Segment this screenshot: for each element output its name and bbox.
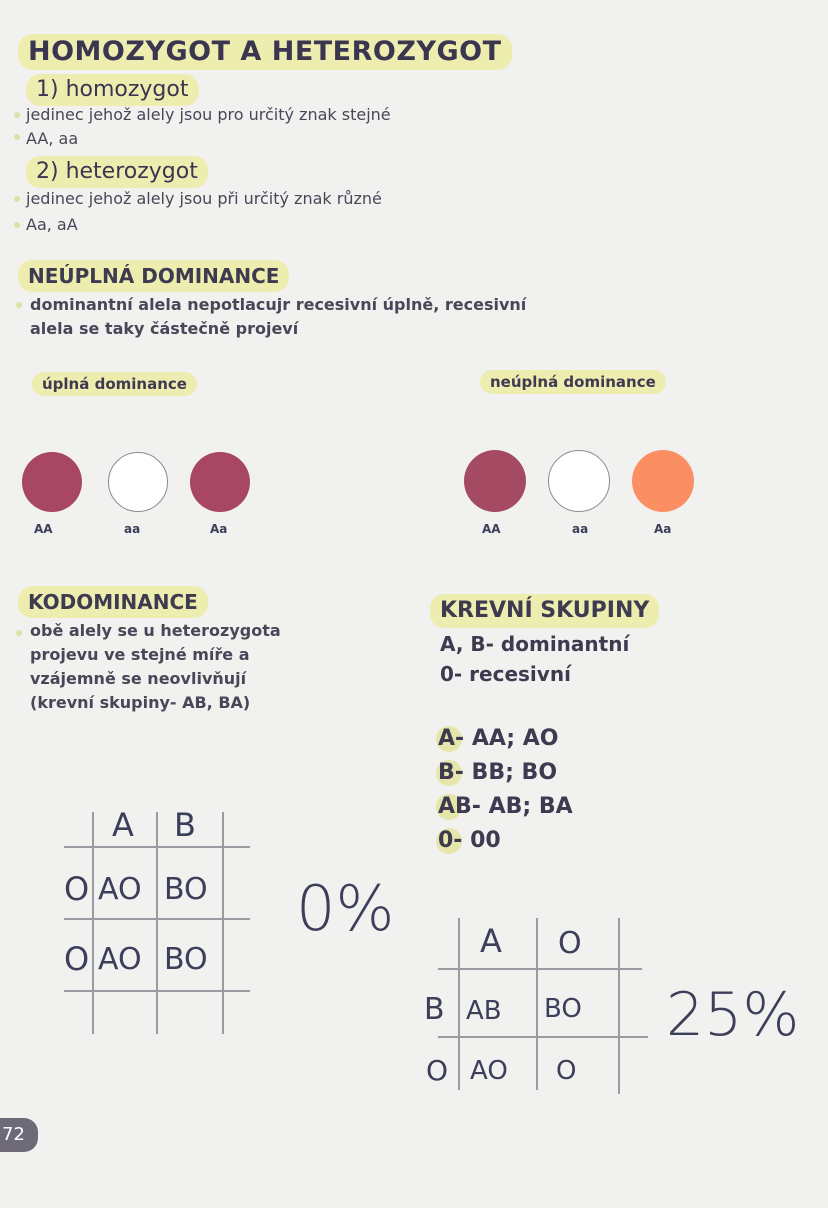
uplna-label: úplná dominance bbox=[32, 372, 197, 396]
punnett2-cell: BO bbox=[544, 994, 582, 1024]
neuplna-circle-label: AA bbox=[482, 522, 501, 536]
uplna-circle bbox=[22, 452, 82, 512]
punnett2-col-header: O bbox=[558, 926, 582, 961]
neuplna-circle bbox=[548, 450, 610, 512]
punnett2-col-header: A bbox=[480, 922, 502, 960]
punnett1-cell: BO bbox=[164, 872, 208, 907]
punnett1-row-header: O bbox=[64, 940, 90, 978]
blood-group-genotypes: B- BB; BO bbox=[438, 760, 558, 785]
punnett1-cell: BO bbox=[164, 942, 208, 977]
heterozygot-heading: 2) heterozygot bbox=[26, 156, 208, 188]
page-title: HOMOZYGOT A HETEROZYGOT bbox=[18, 34, 512, 70]
bullet-dot bbox=[14, 134, 20, 140]
grid-line bbox=[618, 918, 620, 1094]
neuplna-circle-label: aa bbox=[572, 522, 589, 536]
blood-group-genotypes: 0- 00 bbox=[438, 828, 501, 853]
punnett1-col-header: B bbox=[174, 806, 196, 844]
punnett1-cell: AO bbox=[98, 872, 142, 907]
krevni-heading: KREVNÍ SKUPINY bbox=[430, 594, 659, 628]
neuplna-heading: NEÚPLNÁ DOMINANCE bbox=[18, 260, 289, 292]
kodominance-heading: KODOMINANCE bbox=[18, 586, 208, 618]
page-number: 72 bbox=[0, 1118, 38, 1152]
krevni-recessive: 0- recesivní bbox=[440, 662, 571, 686]
punnett2-cell: AO bbox=[470, 1056, 508, 1086]
punnett2-cell: O bbox=[556, 1056, 577, 1086]
uplna-circle-label: aa bbox=[124, 522, 141, 536]
uplna-circle bbox=[108, 452, 168, 512]
krevni-dominant: A, B- dominantní bbox=[440, 632, 630, 656]
punnett2-result: 25% bbox=[666, 980, 800, 1050]
neuplna-circle bbox=[464, 450, 526, 512]
bullet-dot bbox=[16, 302, 22, 308]
punnett2-row-header: B bbox=[424, 992, 445, 1027]
grid-line bbox=[536, 918, 538, 1090]
neuplna-label: neúplná dominance bbox=[480, 370, 666, 394]
kodominance-line2: projevu ve stejné míře a bbox=[30, 645, 250, 664]
neuplna-line1: dominantní alela nepotlacujr recesivní úplně, recesivní bbox=[30, 295, 527, 314]
bullet-dot bbox=[16, 630, 22, 636]
grid-line bbox=[222, 812, 224, 1034]
bullet-dot bbox=[14, 112, 20, 118]
bullet-dot bbox=[14, 196, 20, 202]
uplna-circle bbox=[190, 452, 250, 512]
grid-line bbox=[156, 812, 158, 1034]
neuplna-circle bbox=[632, 450, 694, 512]
neuplna-circle-label: Aa bbox=[654, 522, 672, 536]
blood-group-genotypes: A- AA; AO bbox=[438, 726, 559, 751]
kodominance-line3: vzájemně se neovlivňují bbox=[30, 669, 247, 688]
punnett2-cell: AB bbox=[466, 996, 502, 1026]
homozygot-example: AA, aa bbox=[26, 129, 79, 148]
punnett1-col-header: A bbox=[112, 806, 134, 844]
bullet-dot bbox=[14, 222, 20, 228]
grid-line bbox=[438, 968, 642, 970]
kodominance-line1: obě alely se u heterozygota bbox=[30, 621, 281, 640]
heterozygot-example: Aa, aA bbox=[26, 215, 78, 234]
uplna-circle-label: Aa bbox=[210, 522, 228, 536]
neuplna-line2: alela se taky částečně projeví bbox=[30, 319, 299, 338]
grid-line bbox=[92, 812, 94, 1034]
punnett1-cell: AO bbox=[98, 942, 142, 977]
punnett2-row-header: O bbox=[426, 1054, 449, 1087]
uplna-circle-label: AA bbox=[34, 522, 53, 536]
grid-line bbox=[438, 1036, 648, 1038]
blood-group-genotypes: AB- AB; BA bbox=[438, 794, 573, 819]
grid-line bbox=[458, 918, 460, 1090]
punnett1-row-header: O bbox=[64, 870, 90, 908]
homozygot-definition: jedinec jehož alely jsou pro určitý znak stejné bbox=[26, 105, 391, 124]
homozygot-heading: 1) homozygot bbox=[26, 74, 199, 106]
heterozygot-definition: jedinec jehož alely jsou při určitý znak různé bbox=[26, 189, 382, 208]
kodominance-line4: (krevní skupiny- AB, BA) bbox=[30, 693, 251, 712]
punnett1-result: 0% bbox=[296, 872, 395, 945]
